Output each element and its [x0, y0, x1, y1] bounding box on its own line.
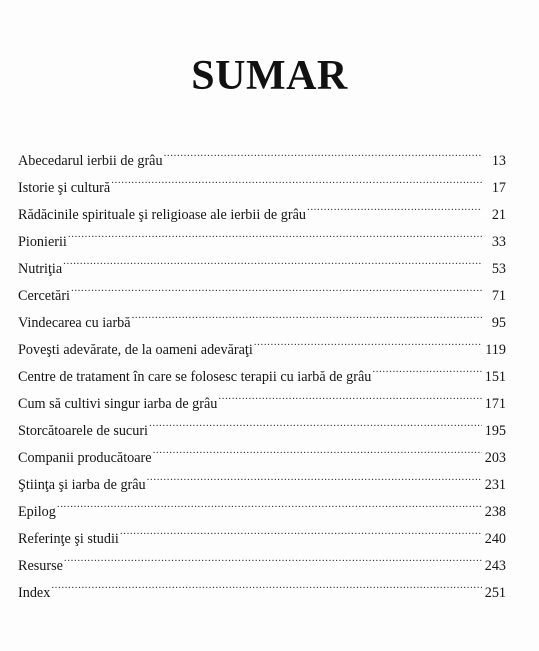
toc-entry [18, 489, 506, 520]
toc-entry-page: 53 [491, 261, 506, 277]
dot-leader [120, 516, 482, 543]
toc-entry-page: 17 [491, 180, 506, 196]
dot-leader [164, 138, 482, 165]
dot-leader [68, 219, 482, 246]
toc-entry-page: 33 [491, 234, 506, 250]
toc-entry-label: Cercetări [18, 288, 70, 304]
toc-entry-label: Index [18, 585, 51, 601]
toc-entry-page: 240 [484, 531, 506, 547]
dot-leader [149, 408, 482, 435]
toc-entry [18, 246, 506, 277]
toc-entry-label: Companii producătoare [18, 450, 152, 466]
toc-entry [18, 273, 506, 304]
toc-entry-page: 203 [484, 450, 506, 466]
dot-leader [64, 543, 482, 570]
dot-leader [57, 489, 482, 516]
toc-entry-page: 171 [484, 396, 506, 412]
page-title: SUMAR [191, 53, 348, 99]
dot-leader [71, 273, 482, 300]
toc-entry-label: Resurse [18, 558, 63, 574]
dot-leader [254, 327, 482, 354]
toc-entry-page: 251 [484, 585, 506, 601]
toc-entry-label: Centre de tratament în care se folosesc terapii cu iarbă de grâu [18, 369, 372, 385]
toc-entry-page: 21 [491, 207, 506, 223]
dot-leader [218, 381, 482, 408]
toc-entry [18, 543, 506, 574]
toc-entry-label: Rădăcinile spirituale şi religioase ale ierbii de grâu [18, 207, 306, 223]
dot-leader [132, 300, 482, 327]
toc-entry-label: Cum să cultivi singur iarba de grâu [18, 396, 218, 412]
toc-entry-label: Nutriţia [18, 261, 63, 277]
toc-entry-page: 231 [484, 477, 506, 493]
toc-entry-page: 71 [491, 288, 506, 304]
toc-entry-label: Istorie şi cultură [18, 180, 111, 196]
toc-entry-page: 238 [484, 504, 506, 520]
dot-leader [51, 570, 482, 597]
toc-entry-page: 119 [485, 342, 506, 358]
dot-leader [307, 192, 482, 219]
toc-entry-label: Pionierii [18, 234, 67, 250]
toc-entry-page: 95 [491, 315, 506, 331]
dot-leader [111, 165, 482, 192]
toc-entry [18, 300, 506, 331]
toc-entry [18, 138, 506, 169]
toc-entry-label: Vindecarea cu iarbă [18, 315, 131, 331]
toc-entry [18, 219, 506, 250]
toc-entry [18, 570, 506, 601]
toc-entry-page: 13 [491, 153, 506, 169]
toc-entry-label: Ştiinţa şi iarba de grâu [18, 477, 146, 493]
toc-entry-label: Storcătoarele de sucuri [18, 423, 148, 439]
toc-entry-label: Poveşti adevărate, de la oameni adevăraţi [18, 342, 253, 358]
toc-entry-label: Abecedarul ierbii de grâu [18, 153, 163, 169]
table-of-contents [18, 138, 506, 601]
toc-entry [18, 516, 506, 547]
toc-entry-page: 195 [484, 423, 506, 439]
toc-entry-page: 243 [484, 558, 506, 574]
toc-entry-page: 151 [484, 369, 506, 385]
dot-leader [372, 354, 482, 381]
dot-leader [147, 462, 482, 489]
dot-leader [153, 435, 482, 462]
toc-entry-label: Referinţe şi studii [18, 531, 119, 547]
dot-leader [63, 246, 482, 273]
toc-entry-label: Epilog [18, 504, 56, 520]
